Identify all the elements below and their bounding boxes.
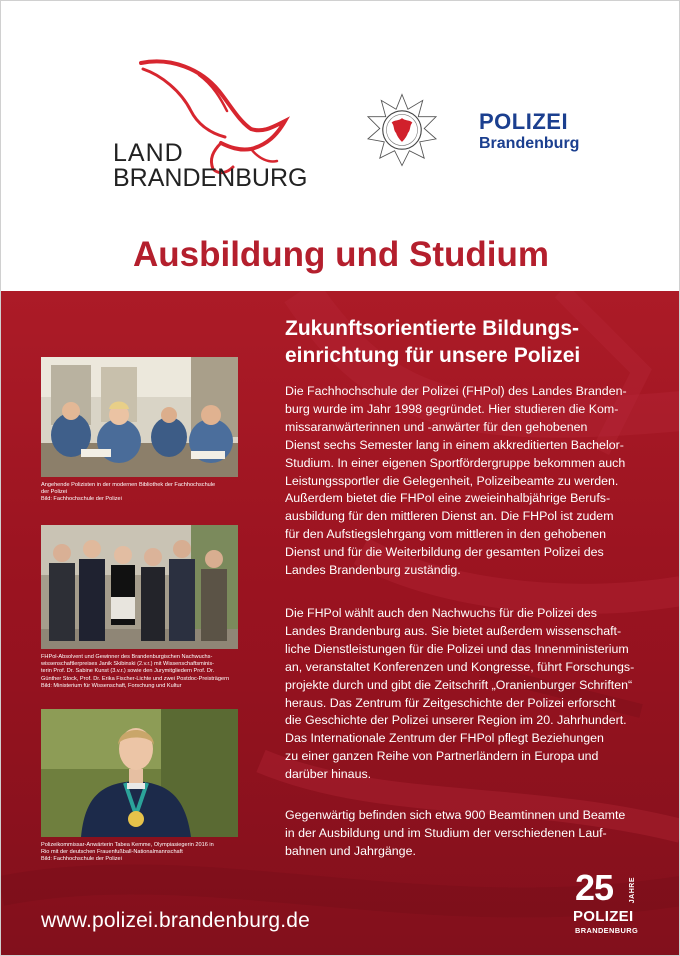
text-line: Außerdem bietet die FHPol eine zweieinhalbjährige Berufs-	[285, 491, 611, 506]
text-line: Dienst und für die Weiterbildung der gesamten Polizei des	[285, 545, 604, 560]
police-star-icon	[365, 93, 439, 167]
poster-header	[1, 1, 680, 291]
photo-award-group	[41, 525, 238, 649]
text-line: bahnen und Jahrgänge.	[285, 843, 416, 858]
text-line: Gegenwärtig befinden sich etwa 900 Beamtinnen und Beamte	[285, 808, 626, 822]
section-title-line: einrichtung für unsere Polizei	[285, 344, 581, 367]
text-line: projekte durch und gibt die Zeitschrift „Oranienburger Schriften“	[285, 677, 633, 692]
jubilee-25-years-logo	[569, 867, 645, 938]
text-line: darüber hinaus.	[285, 767, 372, 782]
jubilee-number: 25	[575, 867, 614, 908]
caption-line: wissenschaftlerpreises Janik Skibinski (2.v.r.) mit Wissenschaftsminis-	[41, 661, 215, 668]
text-line: Leistungssportler die Gelegenheit, Polizeibeamte zu werden.	[285, 473, 619, 488]
caption-line: Polizeikommissar-Anwärterin Tabea Kemme, Olympiasiegerin 2016 in	[41, 842, 214, 848]
page-title: Ausbildung und Studium	[132, 235, 550, 274]
content-area	[1, 291, 680, 956]
photo-caption-2	[41, 654, 241, 690]
text-line: in der Ausbildung und im Studium der verschiedenen Lauf-	[285, 825, 607, 840]
caption-line: Rio mit der deutschen Frauenfußball-Nationalmannschaft	[41, 849, 183, 856]
text-line: an, veranstaltet Konferenzen und Kongresse, führt Forschungs-	[285, 659, 635, 674]
jubilee-years: JAHRE	[629, 877, 636, 904]
police-region: Brandenburg	[479, 135, 580, 152]
caption-line: Günther Stock, Prof. Dr. Erika Fischer-Lichte und zwei Postdoc-Preisträgern	[41, 675, 230, 682]
text-line: Die FHPol wählt auch den Nachwuchs für die Polizei des	[285, 606, 597, 620]
land-line-1: LAND	[113, 139, 184, 167]
text-line: für den Aufstiegslehrgang vom mittleren in den gehobenen	[285, 527, 606, 542]
section-title-line: Zukunftsorientierte Bildungs-	[285, 317, 579, 340]
photo-olympic-champion	[41, 709, 238, 837]
text-line: Landes Brandenburg zuständig.	[285, 563, 461, 578]
text-line: Landes Brandenburg aus. Sie bietet außerdem wissenschaft-	[285, 623, 622, 638]
photo-caption-3	[41, 842, 241, 864]
paragraph-services	[285, 605, 641, 784]
paragraph-students	[285, 807, 641, 861]
text-line: Die Fachhochschule der Polizei (FHPol) des Landes Branden-	[285, 384, 627, 398]
land-line-2: BRANDENBURG	[113, 164, 308, 192]
section-title	[285, 315, 655, 369]
text-line: burg wurde im Jahr 1998 gegründet. Hier studieren die Kom-	[285, 401, 619, 416]
caption-line: Bild: Ministerium für Wissenschaft, Forschung und Kultur	[41, 682, 182, 689]
photo-caption-1	[41, 482, 241, 504]
website-link[interactable]: www.polizei.brandenburg.de	[41, 909, 311, 932]
jubilee-brandenburg: BRANDENBURG	[575, 926, 639, 935]
caption-line: Bild: Fachhochschule der Polizei	[41, 856, 122, 863]
text-line: heraus. Das Zentrum für Zeitgeschichte der Polizei erforscht	[285, 695, 616, 710]
text-line: zu einer ganzen Reihe von Partnerländern in Europa und	[285, 749, 599, 764]
text-line: ausbildung für den mittleren Dienst an. Die FHPol ist zudem	[285, 509, 614, 524]
text-line: Dienst sechs Semester lang in einem akkreditierten Bachelor-	[285, 437, 624, 452]
caption-line: terin Prof. Dr. Sabine Kunst (3.v.r.) sowie den Jurymitgliedern Prof. Dr.	[41, 668, 215, 675]
caption-line: Bild: Fachhochschule der Polizei	[41, 496, 122, 503]
text-line: liche Dienstleistungen für die Polizei und das Innenministerium	[285, 641, 629, 656]
jubilee-polizei: POLIZEI	[573, 908, 634, 925]
caption-line: FHPol-Absolvent und Gewinner des Brandenburgischen Nachwuchs-	[41, 654, 213, 660]
text-line: die Geschichte der Polizei unserer Region im 20. Jahrhundert.	[285, 713, 627, 728]
caption-line: der Polizei	[41, 489, 68, 496]
text-line: Das Internationale Zentrum der FHPol pflegt Beziehungen	[285, 731, 604, 746]
police-name: POLIZEI	[479, 109, 569, 134]
text-line: missaranwärterinnen und -anwärter für den gehobenen	[285, 419, 588, 434]
text-line: Studium. In einer eigenen Sportfördergruppe bekommen auch	[285, 455, 626, 470]
caption-line: Angehende Polizisten in der modernen Bibliothek der Fachhochschule	[41, 482, 216, 488]
paragraph-founding	[285, 383, 641, 580]
land-brandenburg-wordmark	[113, 141, 307, 191]
photo-library-students	[41, 357, 238, 477]
